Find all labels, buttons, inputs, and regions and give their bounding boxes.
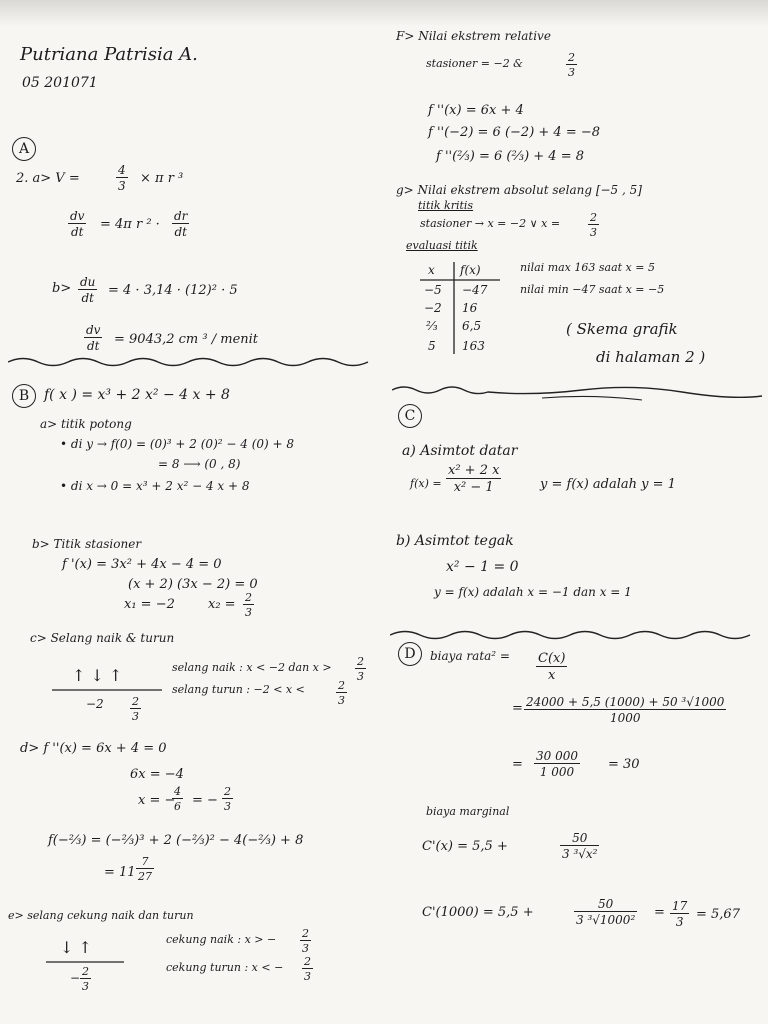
table-cell: 5: [428, 339, 436, 353]
b-c-title: c> Selang naik & turun: [30, 631, 175, 645]
table-cell: 163: [462, 339, 485, 353]
b-d5-frac: $\frac{7}{27}$: [138, 855, 152, 883]
b-function: f( x ) = x³ + 2 x² − 4 x + 8: [44, 387, 230, 403]
res-frac: $\frac{dv}{dt}$: [86, 323, 101, 353]
g-table-header-x: x: [428, 263, 435, 277]
g-table: [420, 262, 500, 354]
b-d2: 6x = −4: [130, 767, 184, 782]
dr-dt: $\frac{dr}{dt}$: [174, 209, 188, 239]
table-cell: −2: [424, 301, 442, 315]
g-min: nilai min −47 saat x = −5: [520, 283, 665, 296]
student-name: Putriana Patrisia A.: [20, 44, 198, 65]
g-sub1: titik kritis: [418, 199, 474, 212]
a-volume: 2. a> V =: [16, 171, 80, 186]
b-a-title: a> titik potong: [40, 417, 132, 431]
f-f3: f ''(⅔) = 6 (⅔) + 4 = 8: [436, 149, 584, 164]
f-f1: f ''(x) = 6x + 4: [428, 103, 524, 118]
b-d3: x = −: [138, 793, 176, 808]
b-e-numberline: [46, 960, 124, 964]
scan-edge: [0, 0, 768, 26]
f-stasioner: stasioner = −2 &: [426, 57, 523, 70]
f-f2: f ''(−2) = 6 (−2) + 4 = −8: [428, 125, 601, 140]
divider-wave-3: [390, 628, 764, 642]
d-eq2: =: [512, 757, 523, 772]
a-volume-rest: × π r ³: [140, 171, 184, 186]
b-eq: = 4 · 3,14 · (12)² · 5: [108, 283, 238, 298]
g-note1: ( Skema grafik: [566, 320, 678, 338]
d-t1-frac: $\frac{C(x)}{x}$: [538, 651, 566, 683]
b-label: b>: [52, 281, 72, 296]
b-e-title: e> selang cekung naik dan turun: [8, 909, 194, 922]
section-d-label: D: [398, 642, 422, 666]
g-max: nilai max 163 saat x = 5: [520, 261, 655, 274]
dv-eq: = 4π r ² ·: [100, 217, 160, 232]
g-title: g> Nilai ekstrem absolut selang [−5 , 5]: [396, 183, 642, 197]
d-eq1: =: [512, 701, 523, 716]
a-frac: $\frac{4}{3}$: [118, 163, 126, 193]
b-d3b: = −: [192, 793, 218, 808]
table-cell: 6,5: [462, 319, 482, 333]
d-c2: C'(1000) = 5,5 +: [422, 905, 534, 920]
b-c-turun-frac: $\frac{2}{3}$: [338, 679, 345, 707]
d-c2-result: = 5,67: [696, 907, 740, 922]
d-frac3-result: = 30: [608, 757, 640, 772]
b-b4: x₂ =: [208, 597, 236, 612]
c-b2: y = f(x) adalah x = −1 dan x = 1: [434, 585, 632, 599]
c-fraction: $\frac{\text{x² + 2 x}}{\text{x² − 1}}$: [448, 463, 500, 495]
b-e-naik: cekung naik : x > −: [166, 933, 277, 946]
student-id: 05 201071: [22, 75, 98, 91]
d-marginal: biaya marginal: [426, 805, 510, 818]
b-d3-frac: $\frac{4}{6}$: [174, 785, 181, 813]
b-b2: (x + 2) (3x − 2) = 0: [128, 577, 258, 592]
f-stas-frac: $\frac{2}{3}$: [568, 51, 575, 79]
g-sub2-frac: $\frac{2}{3}$: [590, 211, 597, 239]
d-frac2: $\frac{\text{24000 + 5,5 (1000) + 50 ³√1000}}{1000}$: [526, 695, 725, 725]
g-note2: di halaman 2 ): [596, 348, 706, 366]
d-c1: C'(x) = 5,5 +: [422, 839, 508, 854]
b-c-frac: $\frac{2}{3}$: [132, 695, 139, 723]
b-e-naik-frac: $\frac{2}{3}$: [302, 927, 309, 955]
b-d1: d> f ''(x) = 6x + 4 = 0: [20, 741, 167, 756]
b-b-title: b> Titik stasioner: [32, 537, 142, 551]
table-cell: −5: [424, 283, 442, 297]
table-cell: −47: [462, 283, 488, 297]
b-b4-frac: $\frac{2}{3}$: [245, 591, 252, 619]
b-d5: = 11: [104, 865, 136, 880]
divider-wave-2: [392, 382, 764, 412]
d-c2-eq: =: [654, 905, 665, 920]
du-dt: $\frac{du}{dt}$: [80, 275, 96, 305]
b-b1: f '(x) = 3x² + 4x − 4 = 0: [62, 557, 222, 572]
b-d3b-frac: $\frac{2}{3}$: [224, 785, 231, 813]
section-a-label: A: [12, 137, 36, 161]
d-c2-frac2: $\frac{17}{3}$: [672, 899, 688, 929]
c-a-title: a) Asimtot datar: [402, 443, 518, 459]
b-a-y2: = 8 ⟶ (0 , 8): [158, 457, 241, 471]
d-t1: biaya rata² =: [430, 649, 510, 663]
section-c-label: C: [398, 404, 422, 428]
g-table-header-fx: f(x): [460, 263, 481, 277]
d-frac3: $\frac{30 000}{1 000}$: [536, 749, 578, 779]
d-c1-frac: $\frac{50}{\text{3 ³√x²}}$: [562, 831, 598, 861]
dv-dt: $\frac{dv}{dt}$: [70, 209, 85, 239]
b-c-arrows: ↑ ↓ ↑: [72, 666, 123, 685]
b-e-arrows: ↓ ↑: [60, 938, 92, 957]
c-a-result: y = f(x) adalah y = 1: [540, 477, 676, 492]
c-b1: x² − 1 = 0: [446, 559, 519, 575]
d-c2-frac: $\frac{50}{\text{3 ³√1000²}}$: [576, 897, 636, 927]
b-c-numberline: [52, 688, 162, 692]
b-e-turun-frac: $\frac{2}{3}$: [304, 955, 311, 983]
b-b3: x₁ = −2: [124, 597, 175, 612]
b-e-turun: cekung turun : x < −: [166, 961, 284, 974]
b-e-frac: $\frac{2}{3}$: [82, 965, 89, 993]
table-cell: ⅔: [426, 319, 438, 333]
b-c-naik: selang naik : x < −2 dan x >: [172, 661, 332, 674]
divider-wave-1: [8, 355, 380, 369]
a-result: = 9043,2 cm ³ / menit: [114, 332, 259, 347]
b-e-m: −: [70, 971, 81, 985]
b-c-naik-frac: $\frac{2}{3}$: [357, 655, 364, 683]
b-a-y: • di y → f(0) = (0)³ + 2 (0)² − 4 (0) + 8: [60, 437, 295, 451]
g-eval: evaluasi titik: [406, 239, 478, 252]
f-title: F> Nilai ekstrem relative: [396, 29, 551, 43]
b-c-m2: −2: [86, 697, 104, 711]
b-c-turun: selang turun : −2 < x <: [172, 683, 305, 696]
b-a-x: • di x → 0 = x³ + 2 x² − 4 x + 8: [60, 479, 250, 493]
g-sub2: stasioner → x = −2 ∨ x =: [420, 217, 561, 230]
c-fx-label: f(x) =: [410, 477, 442, 490]
b-d4: f(−⅔) = (−⅔)³ + 2 (−⅔)² − 4(−⅔) + 8: [48, 833, 304, 848]
c-b-title: b) Asimtot tegak: [396, 533, 514, 549]
table-cell: 16: [462, 301, 478, 315]
section-b-label: B: [12, 384, 36, 408]
